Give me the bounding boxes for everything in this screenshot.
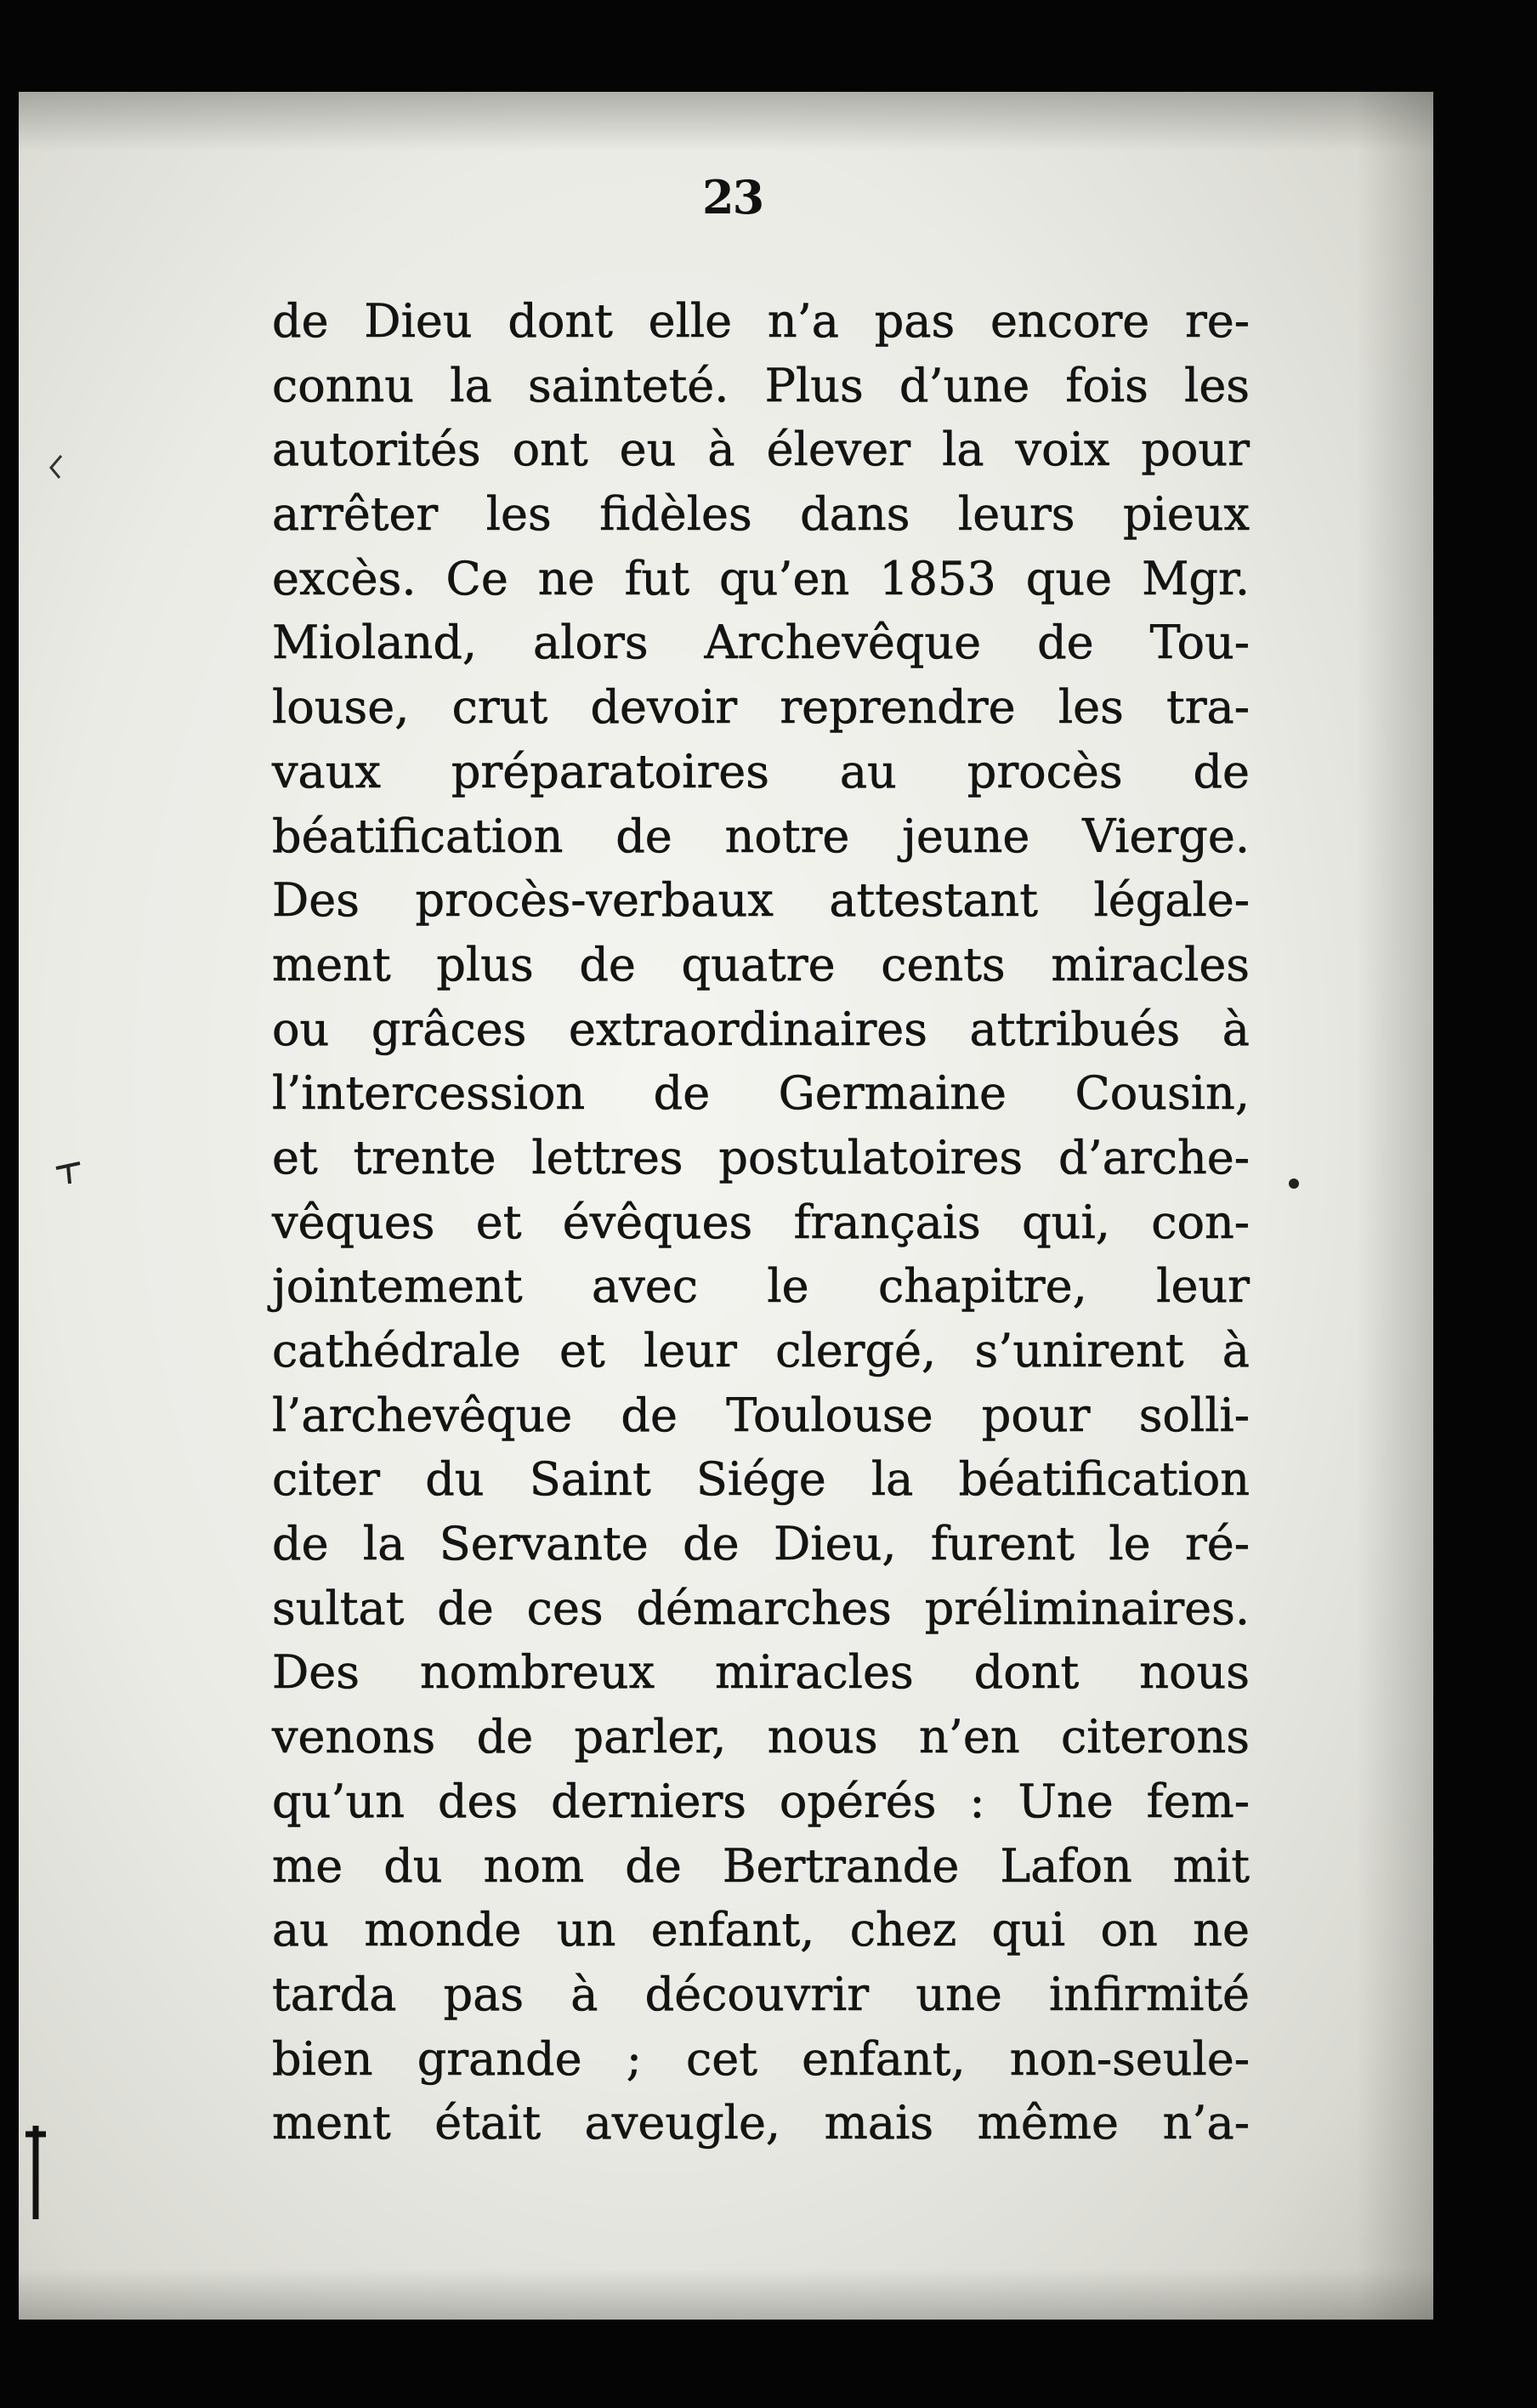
text-line: sultat de ces démarches préliminaires. (272, 1581, 1250, 1635)
text-line: qu’un des derniers opérés : Une fem- (272, 1774, 1250, 1828)
text-line: de la Servante de Dieu, furent le ré- (272, 1517, 1250, 1571)
margin-speck-mark (51, 1156, 85, 1190)
text-line: de Dieu dont elle n’a pas encore re- (272, 294, 1250, 348)
text-line: me du nom de Bertrande Lafon mit (272, 1838, 1250, 1893)
text-line: Des procès-verbaux attestant légale- (272, 873, 1250, 928)
text-line: citer du Saint Siége la béatification (272, 1452, 1250, 1507)
text-line: louse, crut devoir reprendre les tra- (272, 680, 1250, 735)
text-line: excès. Ce ne fut qu’en 1853 que Mgr. (272, 551, 1250, 605)
text-line: Mioland, alors Archevêque de Tou- (272, 616, 1250, 670)
text-line: ou grâces extraordinaires attribués à (272, 1002, 1250, 1056)
text-line: autorités ont eu à élever la voix pour (272, 423, 1250, 477)
text-line: et trente lettres postulatoires d’arche- (272, 1130, 1250, 1184)
text-line: cathédrale et leur clergé, s’unirent à (272, 1324, 1250, 1377)
text-line: vaux préparatoires au procès de (272, 744, 1250, 798)
text-line: bien grande ; cet enfant, non-seule- (272, 2031, 1250, 2086)
text-line: béatification de notre jeune Vierge. (272, 809, 1250, 863)
text-line: connu la sainteté. Plus d’une fois les (272, 358, 1250, 412)
margin-speck-mark (1284, 1173, 1304, 1194)
text-line: Des nombreux miracles dont nous (272, 1645, 1250, 1700)
text-line: l’intercession de Germaine Cousin, (272, 1066, 1250, 1121)
text-line: au monde un enfant, chez qui on ne (272, 1903, 1250, 1957)
page-shadow-right (1357, 92, 1433, 2320)
page-shadow-bottom (19, 2269, 1433, 2320)
text-line: l’archevêque de Toulouse pour solli- (272, 1388, 1250, 1442)
page-number: 23 (702, 170, 763, 224)
text-line: jointement avec le chapitre, leur (272, 1259, 1250, 1314)
text-line: ment était aveugle, mais même n’a- (272, 2096, 1250, 2150)
text-line: vêques et évêques français qui, con- (272, 1195, 1250, 1249)
margin-speck-mark (22, 2126, 48, 2228)
text-line: tarda pas à découvrir une infirmité (272, 1967, 1250, 2021)
page-shadow-top (19, 92, 1433, 151)
body-text (272, 289, 1250, 2155)
text-line: arrêter les fidèles dans leurs pieux (272, 487, 1250, 542)
text-line: ment plus de quatre cents miracles (272, 937, 1250, 991)
margin-speck-mark (43, 451, 68, 485)
text-line: venons de parler, nous n’en citerons (272, 1710, 1250, 1764)
